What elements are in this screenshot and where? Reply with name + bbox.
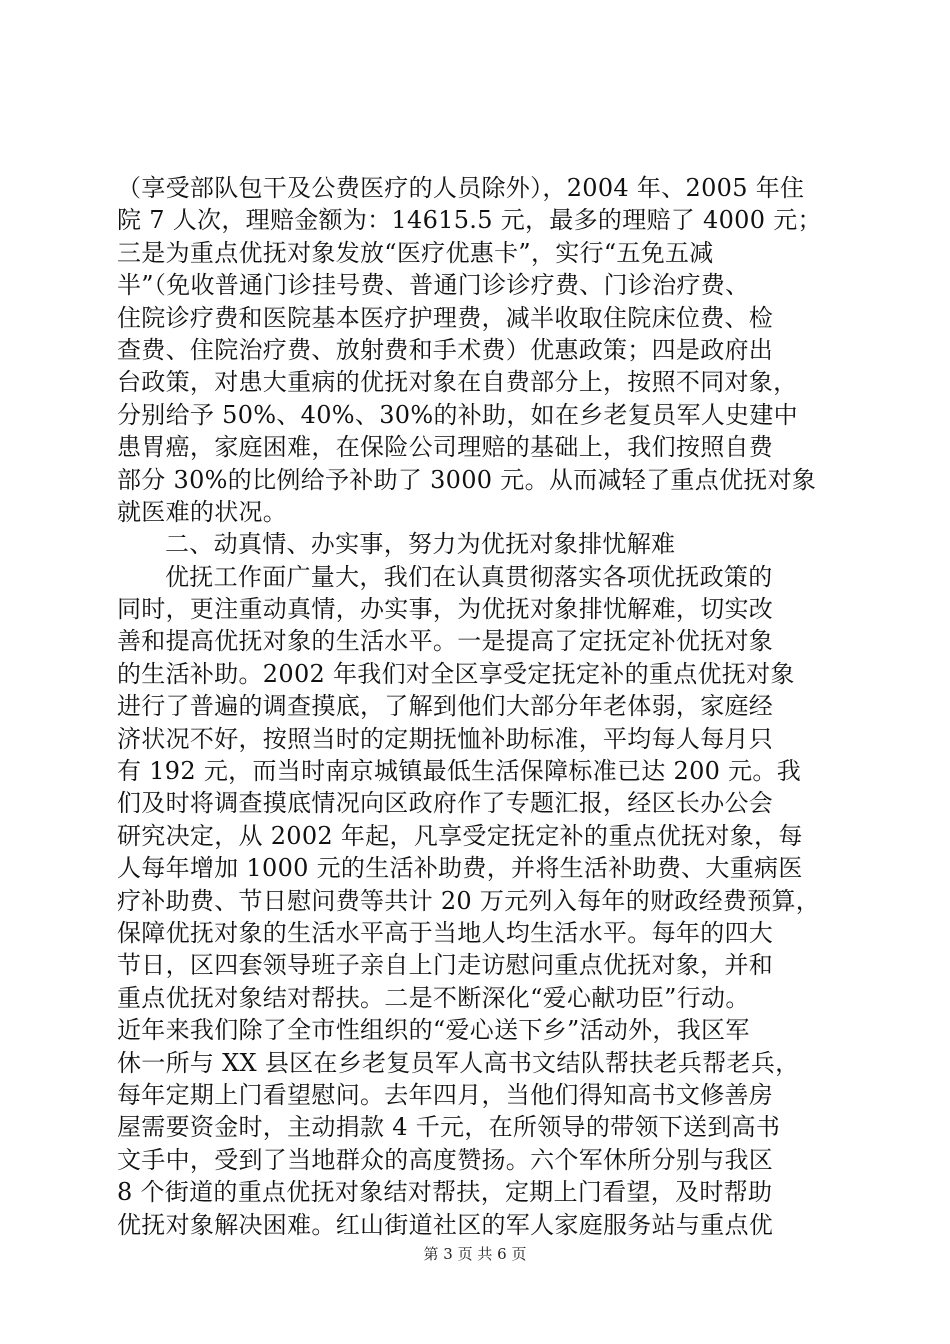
text-line: 人每年增加 1000 元的生活补助费，并将生活补助费、大重病医 (117, 854, 803, 883)
text-line: （享受部队包干及公费医疗的人员除外），2004 年、2005 年住 (117, 174, 805, 202)
text-line: 二、动真情、办实事，努力为优抚对象排忧解难 (165, 530, 676, 559)
text-line: 近年来我们除了全市性组织的“爱心送下乡”活动外，我区军 (117, 1016, 750, 1045)
text-line: 节日，区四套领导班子亲自上门走访慰问重点优抚对象，并和 (117, 951, 774, 980)
text-line: 院 7 人次，理赔金额为：14615.5 元，最多的理赔了 4000 元； (117, 206, 822, 235)
text-line: 部分 30%的比例给予补助了 3000 元。从而减轻了重点优抚对象 (117, 465, 817, 494)
text-line: 进行了普遍的调查摸底，了解到他们大部分年老体弱，家庭经 (117, 692, 774, 721)
text-line: 文手中，受到了当地群众的高度赞扬。六个军休所分别与我区 (117, 1145, 774, 1174)
text-line: 每年定期上门看望慰问。去年四月，当他们得知高书文修善房 (117, 1080, 774, 1109)
text-line: 台政策，对患大重病的优抚对象在自费部分上，按照不同对象， (117, 368, 798, 397)
text-line: 三是为重点优抚对象发放“医疗优惠卡”，实行“五免五减 (117, 238, 714, 267)
text-line: 研究决定，从 2002 年起，凡享受定抚定补的重点优抚对象，每 (117, 821, 803, 850)
text-line: 保障优抚对象的生活水平高于当地人均生活水平。每年的四大 (117, 918, 774, 947)
text-line: 屋需要资金时，主动捐款 4 千元，在所领导的带领下送到高书 (117, 1113, 781, 1142)
text-line: 疗补助费、节日慰问费等共计 20 万元列入每年的财政经费预算， (117, 886, 821, 915)
text-line: 优抚对象解决困难。红山街道社区的军人家庭服务站与重点优 (117, 1210, 774, 1239)
text-line: 重点优抚对象结对帮扶。二是不断深化“爱心献功臣”行动。 (117, 983, 750, 1012)
text-line: 住院诊疗费和医院基本医疗护理费，减半收取住院床位费、检 (117, 303, 774, 332)
text-line: 查费、住院治疗费、放射费和手术费）优惠政策；四是政府出 (117, 335, 774, 364)
text-line: 济状况不好，按照当时的定期抚恤补助标准，平均每人每月只 (117, 724, 774, 753)
text-line: 就医难的状况。 (117, 497, 288, 526)
text-line: 8 个街道的重点优抚对象结对帮扶，定期上门看望，及时帮助 (117, 1178, 773, 1207)
text-line: 的生活补助。2002 年我们对全区享受定抚定补的重点优抚对象 (117, 659, 795, 688)
text-line: 们及时将调查摸底情况向区政府作了专题汇报，经区长办公会 (117, 789, 774, 818)
text-line: 同时，更注重动真情，办实事，为优抚对象排忧解难，切实改 (117, 595, 774, 624)
text-line: 善和提高优抚对象的生活水平。一是提高了定抚定补优抚对象 (117, 627, 774, 656)
text-line: 半”（免收普通门诊挂号费、普通门诊诊疗费、门诊治疗费、 (117, 271, 750, 300)
page-footer: 第 3 页 共 6 页 (423, 1245, 527, 1263)
text-line: 患胃癌，家庭困难，在保险公司理赔的基础上，我们按照自费 (117, 433, 774, 462)
text-line: 有 192 元，而当时南京城镇最低生活保障标准已达 200 元。我 (117, 757, 802, 786)
text-line: 优抚工作面广量大，我们在认真贯彻落实各项优抚政策的 (165, 562, 773, 591)
text-line: 休一所与 XX 县区在乡老复员军人高书文结队帮扶老兵帮老兵， (117, 1048, 800, 1077)
document-body (117, 172, 837, 1241)
text-line: 分别给予 50%、40%、30%的补助，如在乡老复员军人史建中 (117, 400, 798, 429)
